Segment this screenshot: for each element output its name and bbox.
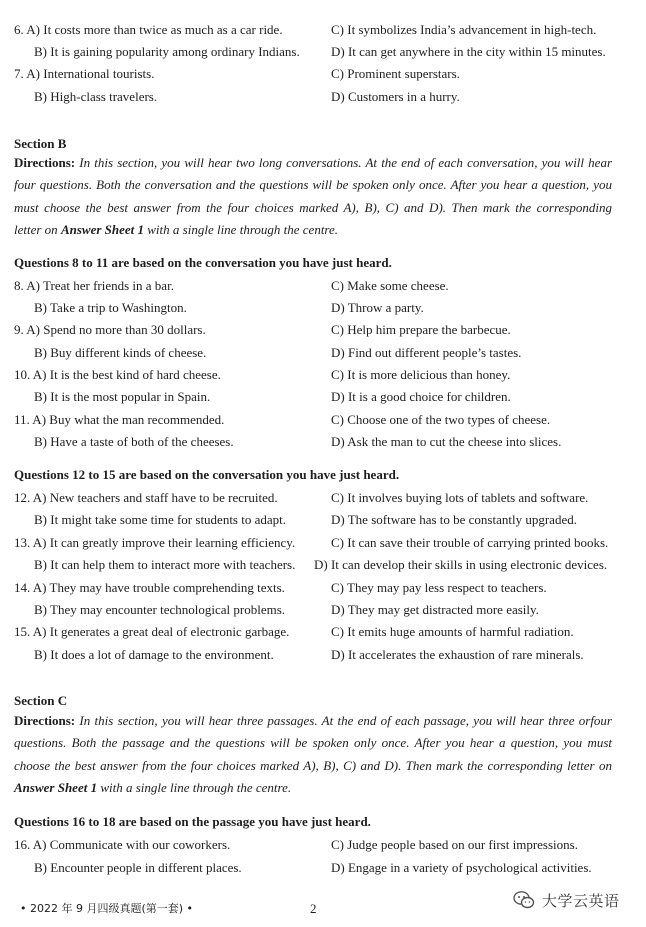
option-9b: B) Buy different kinds of cheese.: [34, 345, 207, 360]
option-16c: C) Judge people based on our first impressions.: [331, 837, 578, 852]
questions-16-18-heading: Questions 16 to 18 are based on the passage you have just heard.: [14, 814, 371, 829]
option-13c: C) It can save their trouble of carrying printed books.: [331, 535, 609, 550]
option-15c: C) It emits huge amounts of harmful radiation.: [331, 624, 574, 639]
section-b-directions-line-5: with a single line through the centre.: [147, 222, 339, 238]
option-8a: 8. A) Treat her friends in a bar.: [14, 278, 174, 293]
section-b-directions-line-1: In this section, you will hear two long conversations. At the end of each conversation, you will hear: [79, 155, 613, 170]
section-b-directions-line-4: letter on: [14, 222, 58, 238]
option-12a: 12. A) New teachers and staff have to be recruited.: [14, 490, 278, 505]
option-16a: 16. A) Communicate with our coworkers.: [14, 837, 231, 852]
option-9c: C) Help him prepare the barbecue.: [331, 322, 511, 337]
option-8b: B) Take a trip to Washington.: [34, 300, 187, 315]
option-12c: C) It involves buying lots of tablets and software.: [331, 490, 589, 505]
watermark: [512, 884, 638, 916]
section-c-directions-label: Directions:: [14, 713, 76, 728]
option-14d: D) They may get distracted more easily.: [331, 602, 539, 617]
option-13d: D) It can develop their skills in using electronic devices.: [314, 557, 608, 572]
option-14b: B) They may encounter technological problems.: [34, 602, 286, 617]
option-6d: D) It can get anywhere in the city within 15 minutes.: [331, 44, 606, 59]
option-13a: 13. A) It can greatly improve their learning efficiency.: [14, 535, 296, 550]
option-15b: B) It does a lot of damage to the environment.: [34, 647, 274, 662]
option-10a: 10. A) It is the best kind of hard cheese.: [14, 367, 221, 382]
page-number: 2: [310, 901, 317, 916]
option-8c: C) Make some cheese.: [331, 278, 449, 293]
section-c-directions-line-4: with a single line through the centre.: [100, 780, 292, 796]
option-15d: D) It accelerates the exhaustion of rare minerals.: [331, 647, 584, 662]
option-9a: 9. A) Spend no more than 30 dollars.: [14, 322, 206, 337]
option-10b: B) It is the most popular in Spain.: [34, 389, 211, 404]
questions-8-11-heading: Questions 8 to 11 are based on the conversation you have just heard.: [14, 255, 392, 270]
option-6a: 6. A) It costs more than twice as much as a car ride.: [14, 22, 283, 37]
option-10d: D) It is a good choice for children.: [331, 389, 511, 404]
option-9d: D) Find out different people’s tastes.: [331, 345, 522, 360]
option-7d: D) Customers in a hurry.: [331, 89, 460, 104]
option-12b: B) It might take some time for students to adapt.: [34, 512, 287, 527]
option-6c: C) It symbolizes India’s advancement in high-tech.: [331, 22, 597, 37]
option-11d: D) Ask the man to cut the cheese into slices.: [331, 434, 562, 449]
option-16b: B) Encounter people in different places.: [34, 860, 242, 875]
answer-sheet-ref-b: Answer Sheet 1: [60, 222, 145, 238]
option-16d: D) Engage in a variety of psychological activities.: [331, 860, 592, 875]
option-7a: 7. A) International tourists.: [14, 66, 155, 81]
option-7b: B) High-class travelers.: [34, 89, 158, 104]
answer-sheet-ref-c: Answer Sheet 1: [14, 780, 98, 796]
section-c-directions-line-2: questions. Both the passage and the questions will be spoken only once. After you hear a question, you must: [14, 735, 612, 751]
option-14c: C) They may pay less respect to teachers.: [331, 580, 547, 595]
option-11b: B) Have a taste of both of the cheeses.: [34, 434, 234, 449]
option-7c: C) Prominent superstars.: [331, 66, 460, 81]
section-b-directions-line-3: must choose the best answer from the four choices marked A), B), C) and D). Then mark the corresponding: [14, 199, 612, 215]
section-b-directions: [14, 152, 612, 242]
option-15a: 15. A) It generates a great deal of electronic garbage.: [14, 624, 290, 639]
section-c-directions-line-3: choose the best answer from the four choices marked A), B), C) and D). Then mark the corresponding letter on: [14, 757, 612, 773]
option-13b: B) It can help them to interact more with teachers.: [34, 557, 296, 572]
questions-12-15-heading: Questions 12 to 15 are based on the conversation you have just heard.: [14, 467, 400, 482]
section-b-directions-label: Directions:: [14, 155, 76, 170]
option-6b: B) It is gaining popularity among ordinary Indians.: [34, 44, 300, 59]
option-8d: D) Throw a party.: [331, 300, 424, 315]
footer-exam-label: • 2022 年 9 月四级真题(第一套) •: [20, 902, 194, 915]
option-11a: 11. A) Buy what the man recommended.: [14, 412, 225, 427]
watermark-text: 大学云英语: [542, 891, 620, 910]
option-10c: C) It is more delicious than honey.: [331, 367, 511, 382]
section-c-directions-line-1: In this section, you will hear three passages. At the end of each passage, you will hear three orfour: [79, 713, 612, 728]
wechat-icon: [512, 888, 536, 912]
section-b-title: Section B: [14, 136, 67, 151]
section-c-title: Section C: [14, 693, 68, 708]
option-11c: C) Choose one of the two types of cheese.: [331, 412, 551, 427]
section-b-directions-line-2: four questions. Both the conversation and the questions will be spoken only once. After you hear a question, you: [14, 177, 612, 193]
option-14a: 14. A) They may have trouble comprehending texts.: [14, 580, 285, 595]
option-12d: D) The software has to be constantly upgraded.: [331, 512, 577, 527]
section-c-directions: [14, 710, 612, 800]
